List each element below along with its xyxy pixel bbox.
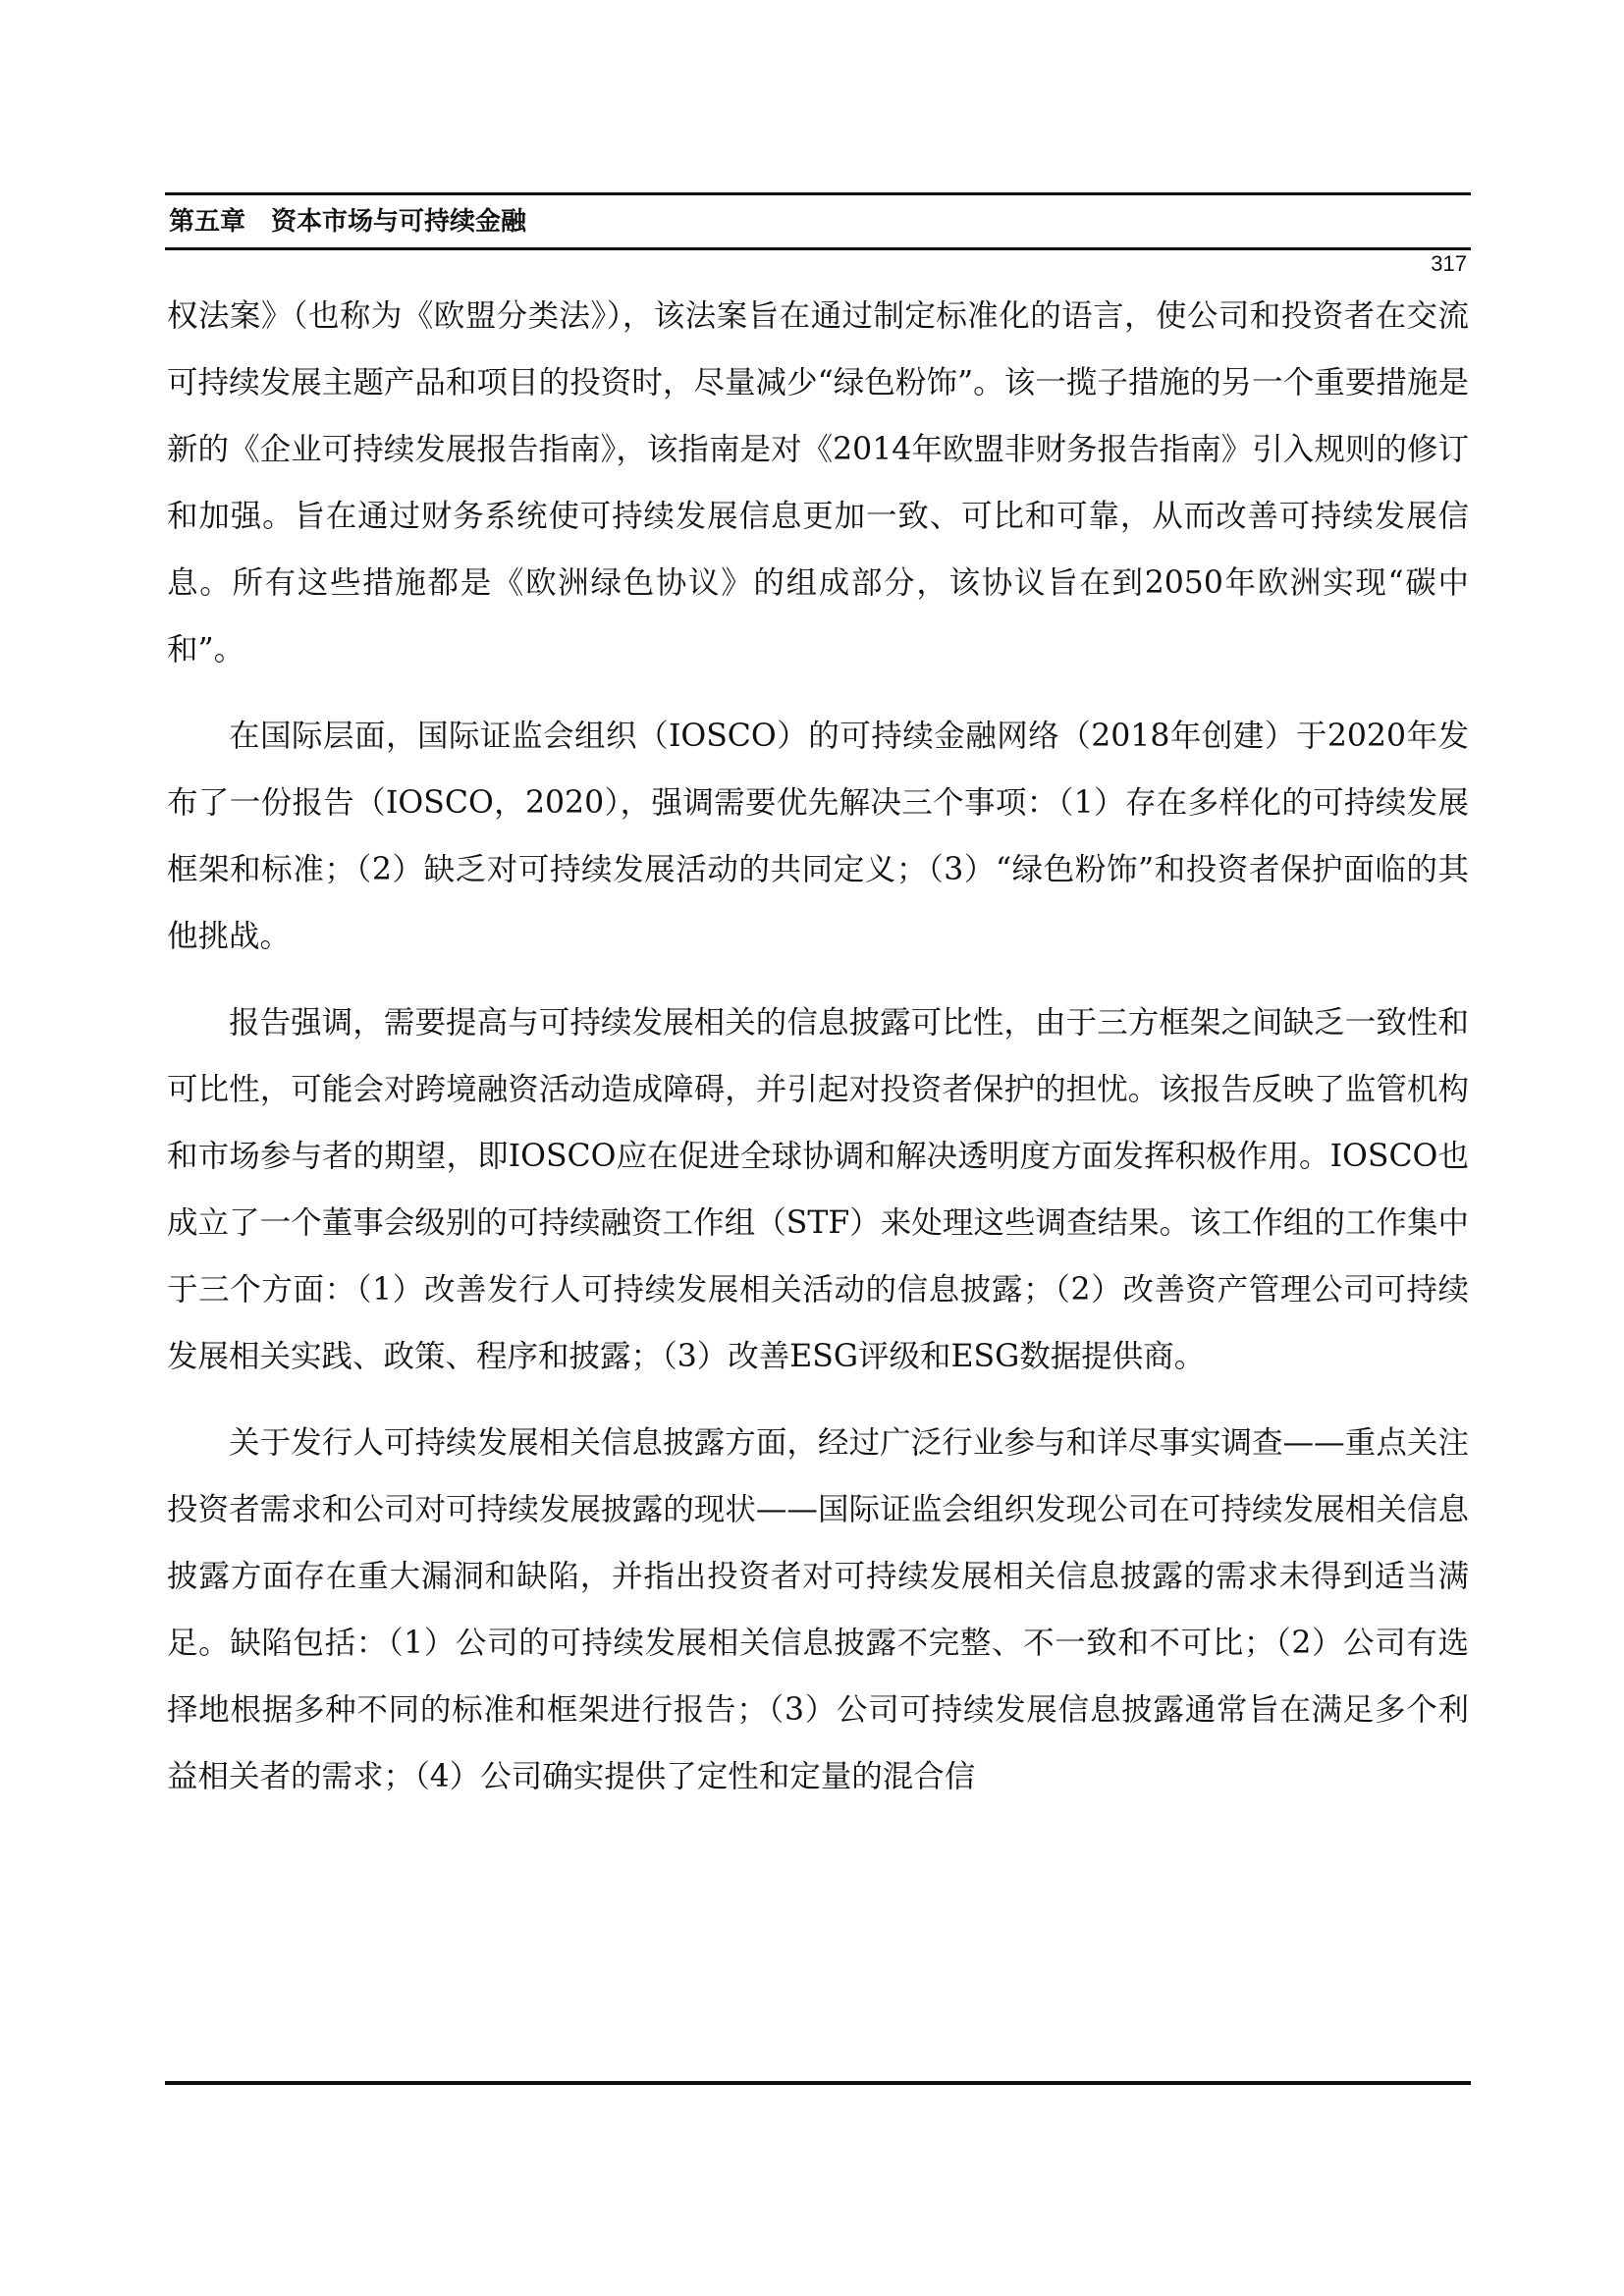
header-bottom-rule — [165, 247, 1471, 250]
paragraph-continuation: 权法案》（也称为《欧盟分类法》），该法案旨在通过制定标准化的语言，使公司和投资者在交流可持续发展主题产品和项目的投资时，尽量减少“绿色粉饰”。该一揽子措施的另一个重要措施是新的《企业可持续发展报告指南》，该指南是对《2014年欧盟非财务报告指南》引入规则的修订和加强。旨在通过财务系统使可持续发展信息更加一致、可比和可靠，从而改善可持续发展信息。所有这些措施都是《欧洲绿色协议》的组成部分，该协议旨在到2050年欧洲实现“碳中和”。 — [167, 298, 1469, 667]
paragraph-report-emphasis: 报告强调，需要提高与可持续发展相关的信息披露可比性，由于三方框架之间缺乏一致性和可比性，可能会对跨境融资活动造成障碍，并引起对投资者保护的担忧。该报告反映了监管机构和市场参与者的期望，即IOSCO应在促进全球协调和解决透明度方面发挥积极作用。IOSCO也成立了一个董事会级别的可持续融资工作组（STF）来处理这些调查结果。该工作组的工作集中于三个方面：（1）改善发行人可持续发展相关活动的信息披露；（2）改善资产管理公司可持续发展相关实践、政策、程序和披露；（3）改善ESG评级和ESG数据提供商。 — [167, 1005, 1469, 1374]
body-text — [167, 283, 1469, 1830]
chapter-title: 第五章 资本市场与可持续金融 — [169, 207, 527, 237]
footer-rule — [165, 2081, 1471, 2085]
paragraph-iosco-report: 在国际层面，国际证监会组织（IOSCO）的可持续金融网络（2018年创建）于2020年发布了一份报告（IOSCO，2020），强调需要优先解决三个事项：（1）存在多样化的可持续发展框架和标准；（2）缺乏对可持续发展活动的共同定义；（3）“绿色粉饰”和投资者保护面临的其他挑战。 — [167, 719, 1469, 954]
paragraph-issuer-disclosure: 关于发行人可持续发展相关信息披露方面，经过广泛行业参与和详尽事实调查——重点关注投资者需求和公司对可持续发展披露的现状——国际证监会组织发现公司在可持续发展相关信息披露方面存在重大漏洞和缺陷，并指出投资者对可持续发展相关信息披露的需求未得到适当满足。缺陷包括：（1）公司的可持续发展相关信息披露不完整、不一致和不可比；（2）公司有选择地根据多种不同的标准和框架进行报告；（3）公司可持续发展信息披露通常旨在满足多个利益相关者的需求；（4）公司确实提供了定性和定量的混合信 — [167, 1425, 1469, 1794]
header-top-rule — [165, 192, 1471, 195]
page-number: 317 — [1431, 251, 1467, 276]
